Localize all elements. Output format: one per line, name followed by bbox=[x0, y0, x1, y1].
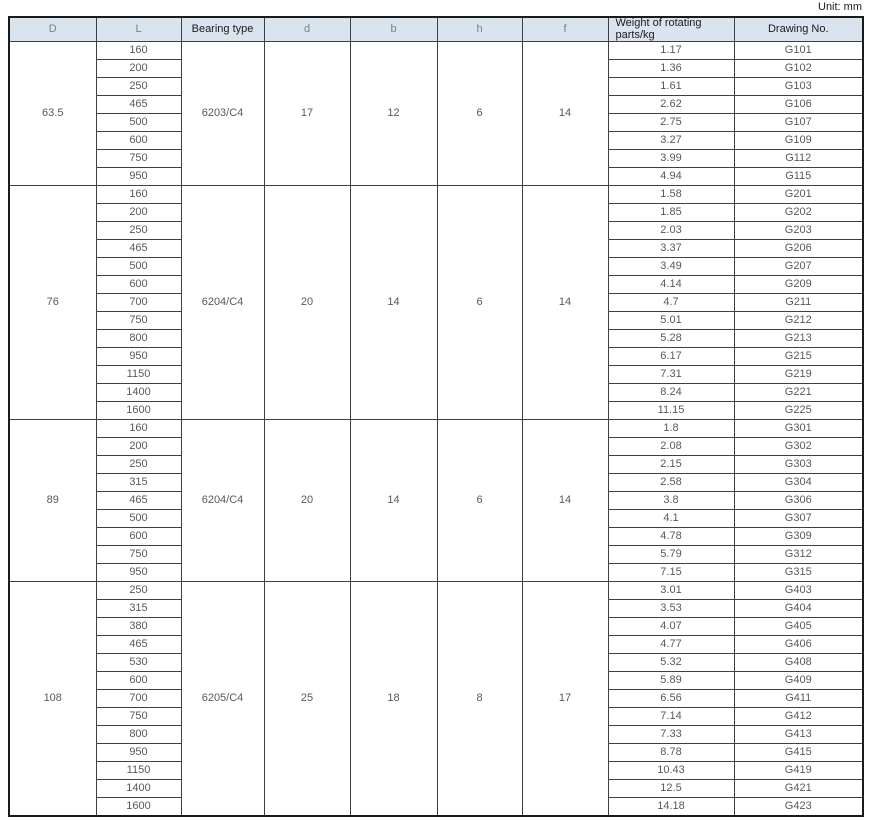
cell-drawing-no: G101 bbox=[734, 42, 863, 60]
cell-bearing-type: 6203/C4 bbox=[181, 42, 264, 186]
cell-weight: 3.27 bbox=[608, 132, 734, 150]
cell-weight: 4.1 bbox=[608, 510, 734, 528]
cell-L: 465 bbox=[96, 240, 181, 258]
cell-L: 465 bbox=[96, 96, 181, 114]
cell-L: 950 bbox=[96, 744, 181, 762]
table-row-section2 bbox=[9, 186, 863, 204]
cell-bearing-type: 6204/C4 bbox=[181, 186, 264, 420]
cell-drawing-no: G312 bbox=[734, 546, 863, 564]
table-header-row bbox=[9, 17, 863, 42]
cell-weight: 2.15 bbox=[608, 456, 734, 474]
cell-L: 950 bbox=[96, 348, 181, 366]
cell-L: 1600 bbox=[96, 402, 181, 420]
cell-L: 700 bbox=[96, 690, 181, 708]
cell-weight: 8.24 bbox=[608, 384, 734, 402]
cell-weight: 5.32 bbox=[608, 654, 734, 672]
cell-drawing-no: G212 bbox=[734, 312, 863, 330]
cell-h: 6 bbox=[437, 420, 522, 582]
cell-drawing-no: G403 bbox=[734, 582, 863, 600]
cell-L: 1150 bbox=[96, 762, 181, 780]
cell-weight: 1.36 bbox=[608, 60, 734, 78]
cell-weight: 10.43 bbox=[608, 762, 734, 780]
cell-weight: 3.37 bbox=[608, 240, 734, 258]
cell-L: 600 bbox=[96, 672, 181, 690]
cell-drawing-no: G409 bbox=[734, 672, 863, 690]
cell-weight: 1.85 bbox=[608, 204, 734, 222]
cell-weight: 1.17 bbox=[608, 42, 734, 60]
cell-L: 1600 bbox=[96, 798, 181, 817]
cell-weight: 5.01 bbox=[608, 312, 734, 330]
cell-L: 530 bbox=[96, 654, 181, 672]
cell-drawing-no: G309 bbox=[734, 528, 863, 546]
cell-drawing-no: G102 bbox=[734, 60, 863, 78]
cell-weight: 4.7 bbox=[608, 294, 734, 312]
cell-drawing-no: G408 bbox=[734, 654, 863, 672]
cell-L: 160 bbox=[96, 420, 181, 438]
cell-drawing-no: G219 bbox=[734, 366, 863, 384]
cell-weight: 4.77 bbox=[608, 636, 734, 654]
cell-L: 1400 bbox=[96, 384, 181, 402]
cell-weight: 1.61 bbox=[608, 78, 734, 96]
cell-drawing-no: G215 bbox=[734, 348, 863, 366]
cell-drawing-no: G107 bbox=[734, 114, 863, 132]
cell-drawing-no: G423 bbox=[734, 798, 863, 817]
unit-label: Unit: mm bbox=[818, 1, 862, 13]
table-row-section3 bbox=[9, 420, 863, 438]
cell-d: 20 bbox=[264, 420, 350, 582]
cell-b: 14 bbox=[350, 186, 437, 420]
cell-L: 380 bbox=[96, 618, 181, 636]
cell-drawing-no: G225 bbox=[734, 402, 863, 420]
table-header bbox=[9, 17, 863, 42]
cell-L: 200 bbox=[96, 60, 181, 78]
cell-weight: 7.14 bbox=[608, 708, 734, 726]
cell-L: 800 bbox=[96, 330, 181, 348]
cell-drawing-no: G109 bbox=[734, 132, 863, 150]
cell-bearing-type: 6205/C4 bbox=[181, 582, 264, 817]
cell-drawing-no: G419 bbox=[734, 762, 863, 780]
cell-weight: 12.5 bbox=[608, 780, 734, 798]
column-header-d: d bbox=[264, 17, 350, 42]
cell-L: 950 bbox=[96, 168, 181, 186]
cell-f: 14 bbox=[522, 42, 608, 186]
cell-weight: 4.07 bbox=[608, 618, 734, 636]
cell-L: 500 bbox=[96, 114, 181, 132]
cell-drawing-no: G303 bbox=[734, 456, 863, 474]
cell-D: 108 bbox=[9, 582, 96, 817]
cell-d: 17 bbox=[264, 42, 350, 186]
cell-weight: 7.33 bbox=[608, 726, 734, 744]
bearing-spec-table bbox=[8, 16, 864, 817]
cell-weight: 4.94 bbox=[608, 168, 734, 186]
cell-L: 250 bbox=[96, 582, 181, 600]
cell-drawing-no: G103 bbox=[734, 78, 863, 96]
cell-weight: 6.17 bbox=[608, 348, 734, 366]
cell-weight: 2.08 bbox=[608, 438, 734, 456]
cell-weight: 3.99 bbox=[608, 150, 734, 168]
cell-f: 17 bbox=[522, 582, 608, 817]
cell-b: 14 bbox=[350, 420, 437, 582]
cell-b: 12 bbox=[350, 42, 437, 186]
cell-drawing-no: G112 bbox=[734, 150, 863, 168]
column-header-weight: Weight of rotating parts/kg bbox=[608, 17, 734, 42]
cell-L: 750 bbox=[96, 708, 181, 726]
cell-weight: 1.58 bbox=[608, 186, 734, 204]
cell-L: 200 bbox=[96, 204, 181, 222]
cell-weight: 2.62 bbox=[608, 96, 734, 114]
cell-f: 14 bbox=[522, 420, 608, 582]
cell-weight: 3.49 bbox=[608, 258, 734, 276]
cell-weight: 8.78 bbox=[608, 744, 734, 762]
cell-drawing-no: G412 bbox=[734, 708, 863, 726]
cell-bearing-type: 6204/C4 bbox=[181, 420, 264, 582]
cell-f: 14 bbox=[522, 186, 608, 420]
cell-L: 160 bbox=[96, 186, 181, 204]
table-row-section1 bbox=[9, 42, 863, 60]
cell-L: 800 bbox=[96, 726, 181, 744]
cell-weight: 3.8 bbox=[608, 492, 734, 510]
cell-L: 1150 bbox=[96, 366, 181, 384]
cell-drawing-no: G315 bbox=[734, 564, 863, 582]
cell-weight: 5.89 bbox=[608, 672, 734, 690]
cell-L: 315 bbox=[96, 474, 181, 492]
column-header-L: L bbox=[96, 17, 181, 42]
table-row-section4 bbox=[9, 582, 863, 600]
cell-L: 315 bbox=[96, 600, 181, 618]
cell-drawing-no: G413 bbox=[734, 726, 863, 744]
cell-L: 465 bbox=[96, 492, 181, 510]
cell-weight: 5.79 bbox=[608, 546, 734, 564]
cell-drawing-no: G406 bbox=[734, 636, 863, 654]
cell-drawing-no: G206 bbox=[734, 240, 863, 258]
cell-b: 18 bbox=[350, 582, 437, 817]
cell-drawing-no: G202 bbox=[734, 204, 863, 222]
cell-weight: 6.56 bbox=[608, 690, 734, 708]
cell-weight: 11.15 bbox=[608, 402, 734, 420]
cell-weight: 5.28 bbox=[608, 330, 734, 348]
cell-weight: 7.31 bbox=[608, 366, 734, 384]
cell-drawing-no: G213 bbox=[734, 330, 863, 348]
cell-drawing-no: G211 bbox=[734, 294, 863, 312]
column-header-bearing-type: Bearing type bbox=[181, 17, 264, 42]
cell-drawing-no: G106 bbox=[734, 96, 863, 114]
cell-drawing-no: G115 bbox=[734, 168, 863, 186]
cell-weight: 3.01 bbox=[608, 582, 734, 600]
cell-L: 200 bbox=[96, 438, 181, 456]
cell-L: 750 bbox=[96, 546, 181, 564]
cell-weight: 2.03 bbox=[608, 222, 734, 240]
cell-L: 465 bbox=[96, 636, 181, 654]
cell-drawing-no: G203 bbox=[734, 222, 863, 240]
cell-weight: 14.18 bbox=[608, 798, 734, 817]
cell-weight: 2.75 bbox=[608, 114, 734, 132]
cell-drawing-no: G421 bbox=[734, 780, 863, 798]
column-header-drawing: Drawing No. bbox=[734, 17, 863, 42]
cell-L: 750 bbox=[96, 312, 181, 330]
cell-drawing-no: G411 bbox=[734, 690, 863, 708]
cell-drawing-no: G307 bbox=[734, 510, 863, 528]
cell-D: 63.5 bbox=[9, 42, 96, 186]
cell-L: 500 bbox=[96, 510, 181, 528]
cell-weight: 2.58 bbox=[608, 474, 734, 492]
cell-L: 250 bbox=[96, 456, 181, 474]
cell-h: 6 bbox=[437, 42, 522, 186]
cell-drawing-no: G221 bbox=[734, 384, 863, 402]
cell-L: 750 bbox=[96, 150, 181, 168]
cell-L: 250 bbox=[96, 78, 181, 96]
cell-h: 8 bbox=[437, 582, 522, 817]
cell-L: 160 bbox=[96, 42, 181, 60]
cell-L: 600 bbox=[96, 276, 181, 294]
cell-D: 76 bbox=[9, 186, 96, 420]
cell-drawing-no: G302 bbox=[734, 438, 863, 456]
cell-L: 1400 bbox=[96, 780, 181, 798]
cell-drawing-no: G405 bbox=[734, 618, 863, 636]
cell-weight: 3.53 bbox=[608, 600, 734, 618]
cell-D: 89 bbox=[9, 420, 96, 582]
column-header-D: D bbox=[9, 17, 96, 42]
cell-d: 25 bbox=[264, 582, 350, 817]
cell-h: 6 bbox=[437, 186, 522, 420]
cell-drawing-no: G301 bbox=[734, 420, 863, 438]
column-header-f: f bbox=[522, 17, 608, 42]
cell-weight: 4.78 bbox=[608, 528, 734, 546]
table-body bbox=[9, 42, 863, 817]
cell-weight: 1.8 bbox=[608, 420, 734, 438]
cell-L: 700 bbox=[96, 294, 181, 312]
cell-L: 600 bbox=[96, 528, 181, 546]
cell-drawing-no: G201 bbox=[734, 186, 863, 204]
column-header-h: h bbox=[437, 17, 522, 42]
cell-drawing-no: G207 bbox=[734, 258, 863, 276]
cell-L: 600 bbox=[96, 132, 181, 150]
column-header-b: b bbox=[350, 17, 437, 42]
cell-L: 950 bbox=[96, 564, 181, 582]
cell-L: 250 bbox=[96, 222, 181, 240]
cell-d: 20 bbox=[264, 186, 350, 420]
cell-drawing-no: G415 bbox=[734, 744, 863, 762]
cell-drawing-no: G209 bbox=[734, 276, 863, 294]
cell-weight: 7.15 bbox=[608, 564, 734, 582]
cell-drawing-no: G404 bbox=[734, 600, 863, 618]
cell-drawing-no: G304 bbox=[734, 474, 863, 492]
cell-weight: 4.14 bbox=[608, 276, 734, 294]
cell-L: 500 bbox=[96, 258, 181, 276]
cell-drawing-no: G306 bbox=[734, 492, 863, 510]
